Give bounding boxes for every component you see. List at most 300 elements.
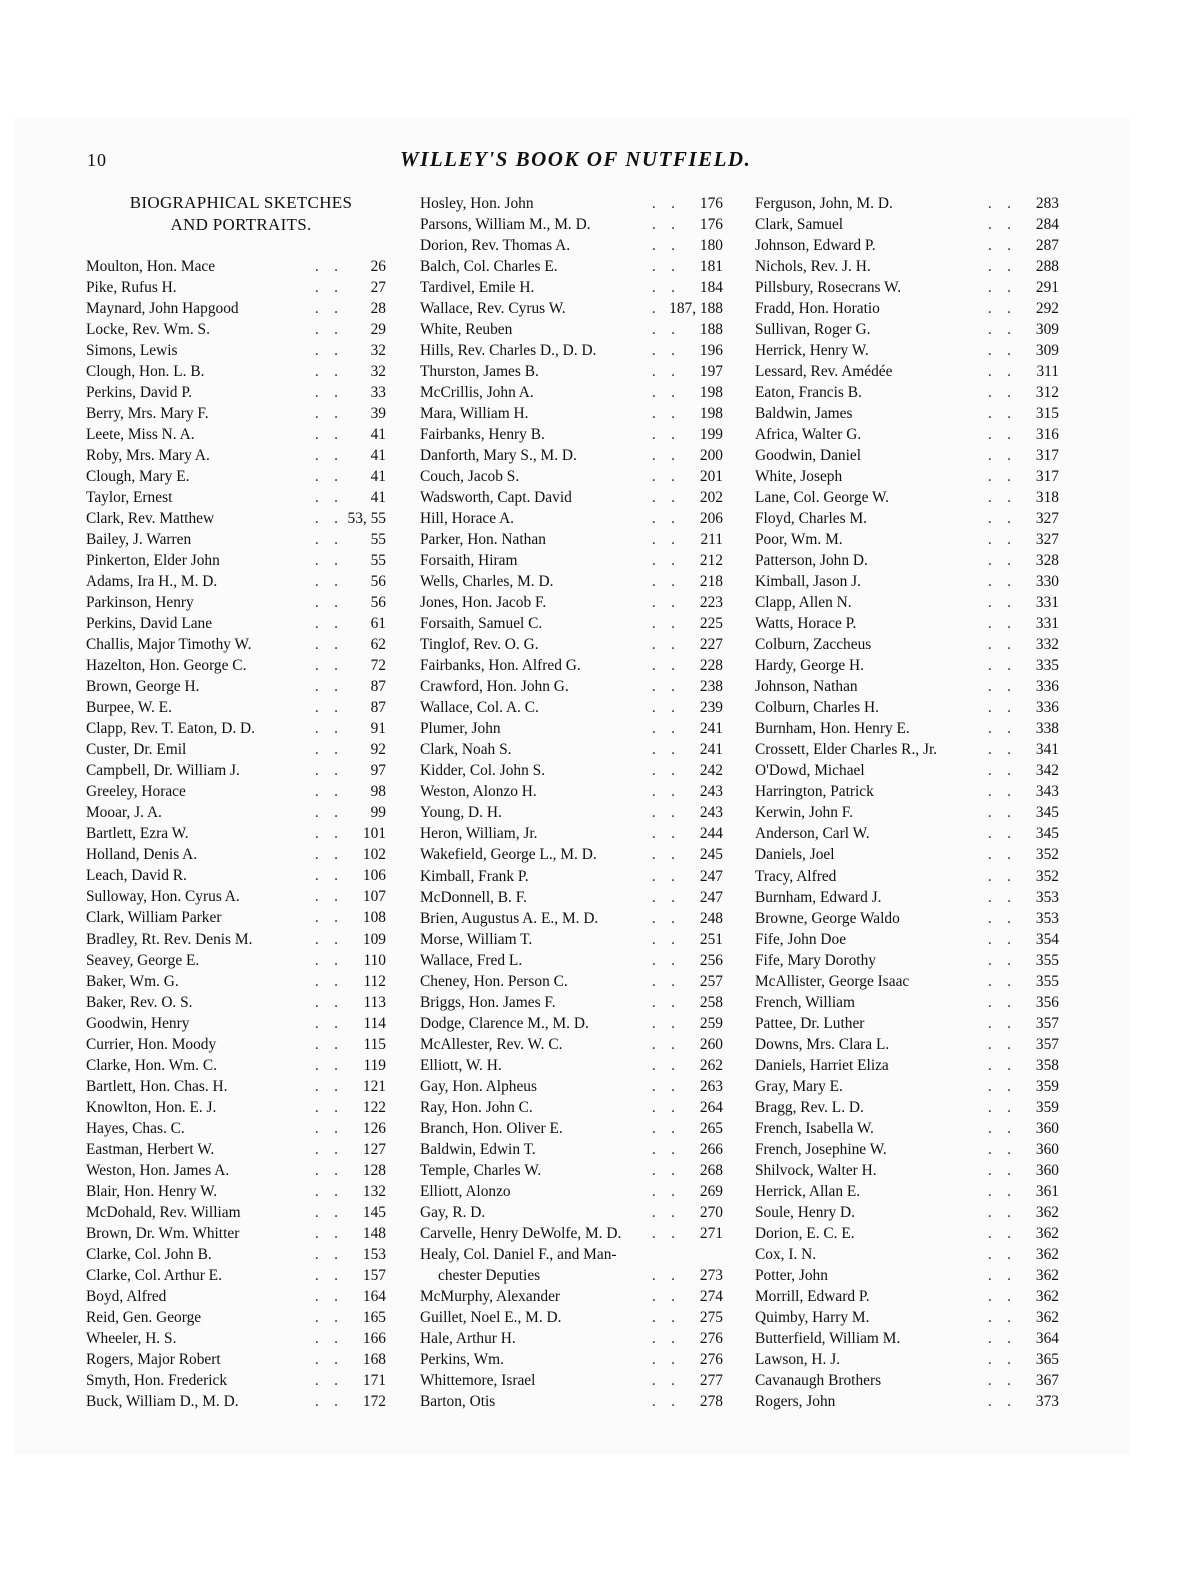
entry-name: Kidder, Col. John S.	[420, 762, 546, 780]
leader-dots: . .	[651, 237, 675, 255]
leader-dots: . .	[314, 1035, 338, 1053]
index-entry	[86, 1286, 386, 1307]
entry-name: Ray, Hon. John C.	[420, 1098, 533, 1116]
leader-dots: . .	[314, 825, 338, 843]
entry-name: Parsons, William M., M. D.	[420, 216, 591, 234]
index-entry	[86, 886, 386, 907]
entry-name: Berry, Mrs. Mary F.	[86, 405, 209, 423]
entry-name: Crawford, Hon. John G.	[420, 678, 569, 696]
entry-name: Fife, Mary Dorothy	[755, 951, 876, 969]
entry-pages: 345	[1035, 804, 1059, 822]
leader-dots: . .	[987, 573, 1011, 591]
index-column-3	[755, 193, 1059, 1412]
leader-dots: . .	[651, 405, 675, 423]
entry-pages: 360	[1035, 1161, 1059, 1179]
index-entry	[420, 1034, 723, 1055]
leader-dots: . .	[987, 447, 1011, 465]
leader-dots: . .	[987, 468, 1011, 486]
entry-name: Temple, Charles W.	[420, 1161, 542, 1179]
entry-name: Watts, Horace P.	[755, 615, 857, 633]
entry-name: Taylor, Ernest	[86, 489, 173, 507]
entry-name: Lane, Col. George W.	[755, 489, 889, 507]
index-entry	[86, 466, 386, 487]
entry-pages: 262	[699, 1056, 723, 1074]
leader-dots: . .	[314, 1077, 338, 1095]
index-entry	[420, 424, 723, 445]
leader-dots: . .	[651, 1119, 675, 1137]
index-entry	[755, 256, 1059, 277]
page-number: 10	[87, 150, 107, 170]
entry-name: Branch, Hon. Oliver E.	[420, 1119, 563, 1137]
index-entry	[755, 718, 1059, 739]
entry-name: French, Josephine W.	[755, 1140, 887, 1158]
index-entry	[755, 424, 1059, 445]
entry-name: Clough, Hon. L. B.	[86, 363, 205, 381]
entry-pages: 239	[699, 699, 723, 717]
entry-pages: 242	[699, 762, 723, 780]
entry-name: McDohald, Rev. William	[86, 1203, 241, 1221]
entry-pages: 198	[699, 384, 723, 402]
leader-dots: . .	[987, 1161, 1011, 1179]
entry-pages: 127	[362, 1140, 386, 1158]
index-entry	[420, 1118, 723, 1139]
leader-dots: . .	[987, 531, 1011, 549]
index-entry	[86, 929, 386, 950]
entry-name: Brien, Augustus A. E., M. D.	[420, 909, 599, 927]
entry-name: Kimball, Frank P.	[420, 867, 529, 885]
entry-name: Fradd, Hon. Horatio	[755, 300, 880, 318]
leader-dots: . .	[651, 1224, 675, 1242]
leader-dots: . .	[314, 972, 338, 990]
index-entry	[420, 1265, 723, 1286]
index-entry	[755, 592, 1059, 613]
leader-dots: . .	[314, 1266, 338, 1284]
leader-dots: . .	[987, 1245, 1011, 1263]
entry-pages: 331	[1035, 615, 1059, 633]
leader-dots: . .	[987, 615, 1011, 633]
leader-dots: . .	[651, 1182, 675, 1200]
entry-name: Rogers, Major Robert	[86, 1350, 221, 1368]
leader-dots: . .	[314, 1245, 338, 1263]
index-entry	[420, 760, 723, 781]
leader-dots: . .	[651, 321, 675, 339]
entry-name: Hills, Rev. Charles D., D. D.	[420, 342, 597, 360]
entry-name: Browne, George Waldo	[755, 909, 900, 927]
entry-name: French, Isabella W.	[755, 1119, 874, 1137]
entry-pages: 41	[370, 489, 386, 507]
index-entry	[420, 844, 723, 865]
entry-pages: 115	[363, 1035, 386, 1053]
leader-dots: . .	[314, 1224, 338, 1242]
index-entry	[420, 823, 723, 844]
index-entry	[420, 214, 723, 235]
entry-pages: 291	[1035, 279, 1059, 297]
index-entry	[755, 1034, 1059, 1055]
index-entry	[86, 361, 386, 382]
entry-name: Clapp, Allen N.	[755, 594, 852, 612]
entry-name: Clarke, Hon. Wm. C.	[86, 1056, 217, 1074]
index-entry	[86, 844, 386, 865]
entry-name: Tardivel, Emile H.	[420, 279, 535, 297]
index-entry	[755, 613, 1059, 634]
entry-pages: 132	[362, 1182, 386, 1200]
entry-name: Wadsworth, Capt. David	[420, 489, 572, 507]
leader-dots: . .	[651, 699, 675, 717]
entry-pages: 53, 55	[347, 510, 386, 528]
leader-dots: . .	[651, 657, 675, 675]
entry-name: McAllester, Rev. W. C.	[420, 1035, 563, 1053]
entry-pages: 263	[699, 1077, 723, 1095]
entry-pages: 248	[699, 909, 723, 927]
leader-dots: . .	[314, 783, 338, 801]
entry-pages: 212	[699, 552, 723, 570]
entry-name: Clarke, Col. Arthur E.	[86, 1266, 222, 1284]
entry-name: Clapp, Rev. T. Eaton, D. D.	[86, 720, 255, 738]
entry-name: Pattee, Dr. Luther	[755, 1014, 865, 1032]
entry-name: Goodwin, Daniel	[755, 447, 862, 465]
entry-name: Eastman, Herbert W.	[86, 1140, 215, 1158]
leader-dots: . .	[651, 489, 675, 507]
index-entry	[420, 592, 723, 613]
entry-pages: 355	[1035, 951, 1059, 969]
entry-pages: 357	[1035, 1014, 1059, 1032]
entry-pages: 101	[362, 825, 386, 843]
index-entry	[420, 382, 723, 403]
entry-pages: 126	[362, 1119, 386, 1137]
index-entry	[420, 508, 723, 529]
leader-dots: . .	[314, 1308, 338, 1326]
leader-dots: . .	[651, 363, 675, 381]
entry-name: Sulloway, Hon. Cyrus A.	[86, 888, 240, 906]
entry-pages: 202	[699, 489, 723, 507]
index-entry	[86, 781, 386, 802]
entry-pages: 238	[699, 678, 723, 696]
entry-name: Mara, William H.	[420, 405, 529, 423]
leader-dots: . .	[987, 1392, 1011, 1410]
leader-dots: . .	[314, 321, 338, 339]
index-entry	[755, 1286, 1059, 1307]
index-entry	[86, 319, 386, 340]
index-entry	[86, 1244, 386, 1265]
leader-dots: . .	[651, 1371, 675, 1389]
entry-pages: 201	[699, 468, 723, 486]
entry-pages: 211	[700, 531, 723, 549]
index-entry	[86, 1097, 386, 1118]
leader-dots: . .	[987, 825, 1011, 843]
entry-name: Tracy, Alfred	[755, 867, 837, 885]
entry-pages: 157	[362, 1266, 386, 1284]
leader-dots: . .	[987, 1119, 1011, 1137]
leader-dots: . .	[987, 720, 1011, 738]
entry-pages: 317	[1035, 447, 1059, 465]
entry-pages: 355	[1035, 972, 1059, 990]
entry-pages: 359	[1035, 1098, 1059, 1116]
section-heading	[86, 192, 396, 236]
entry-name: Baker, Wm. G.	[86, 972, 179, 990]
leader-dots: . .	[314, 720, 338, 738]
index-entry	[420, 613, 723, 634]
leader-dots: . .	[651, 1056, 675, 1074]
index-entry	[420, 550, 723, 571]
leader-dots: . .	[987, 1077, 1011, 1095]
leader-dots: . .	[314, 384, 338, 402]
index-entry	[86, 550, 386, 571]
entry-pages: 362	[1035, 1308, 1059, 1326]
entry-pages: 271	[699, 1224, 723, 1242]
index-entry	[86, 1202, 386, 1223]
leader-dots: . .	[651, 783, 675, 801]
entry-pages: 359	[1035, 1077, 1059, 1095]
leader-dots: . .	[314, 804, 338, 822]
leader-dots: . .	[987, 909, 1011, 927]
entry-pages: 121	[362, 1077, 386, 1095]
entry-name: Burnham, Hon. Henry E.	[755, 720, 910, 738]
entry-name: Fairbanks, Hon. Alfred G.	[420, 657, 581, 675]
leader-dots: . .	[987, 405, 1011, 423]
index-entry	[755, 1265, 1059, 1286]
entry-pages: 342	[1035, 762, 1059, 780]
entry-name: Goodwin, Henry	[86, 1014, 190, 1032]
entry-pages: 41	[370, 426, 386, 444]
entry-pages: 328	[1035, 552, 1059, 570]
entry-name: Lessard, Rev. Amédée	[755, 363, 893, 381]
entry-name: Forsaith, Hiram	[420, 552, 518, 570]
entry-name: Plumer, John	[420, 720, 501, 738]
entry-pages: 311	[1036, 363, 1059, 381]
entry-pages: 336	[1035, 678, 1059, 696]
index-entry	[755, 697, 1059, 718]
entry-name: Wells, Charles, M. D.	[420, 573, 554, 591]
entry-pages: 168	[362, 1350, 386, 1368]
index-entry	[86, 907, 386, 928]
index-entry	[755, 1181, 1059, 1202]
entry-name: Briggs, Hon. James F.	[420, 993, 556, 1011]
entry-pages: 188	[699, 321, 723, 339]
index-entry	[755, 1202, 1059, 1223]
index-entry	[755, 571, 1059, 592]
leader-dots: . .	[314, 1371, 338, 1389]
entry-name: Hosley, Hon. John	[420, 195, 534, 212]
entry-pages: 332	[1035, 636, 1059, 654]
index-entry	[420, 1097, 723, 1118]
leader-dots: . .	[651, 930, 675, 948]
index-entry	[420, 1307, 723, 1328]
entry-pages: 110	[363, 951, 386, 969]
entry-name: Hill, Horace A.	[420, 510, 515, 528]
entry-name: Bartlett, Ezra W.	[86, 825, 189, 843]
leader-dots: . .	[651, 741, 675, 759]
entry-pages: 33	[370, 384, 386, 402]
entry-pages: 257	[699, 972, 723, 990]
entry-pages: 241	[699, 741, 723, 759]
entry-pages: 367	[1035, 1371, 1059, 1389]
index-entry	[755, 971, 1059, 992]
index-entry	[755, 866, 1059, 887]
entry-pages: 176	[699, 216, 723, 234]
index-entry	[755, 1055, 1059, 1076]
running-head: WILLEY'S BOOK OF NUTFIELD.	[400, 147, 752, 171]
index-entry	[86, 865, 386, 886]
index-entry	[755, 193, 1059, 214]
index-entry	[755, 781, 1059, 802]
entry-pages: 148	[362, 1224, 386, 1242]
entry-pages: 309	[1035, 342, 1059, 360]
leader-dots: . .	[987, 636, 1011, 654]
index-entry	[420, 929, 723, 950]
entry-name: Gay, R. D.	[420, 1203, 486, 1221]
entry-pages: 56	[370, 573, 386, 591]
entry-pages: 327	[1035, 531, 1059, 549]
entry-pages: 29	[370, 321, 386, 339]
leader-dots: . .	[314, 405, 338, 423]
entry-pages: 218	[699, 573, 723, 591]
leader-dots: . .	[314, 531, 338, 549]
index-entry	[86, 298, 386, 319]
leader-dots: . .	[314, 741, 338, 759]
entry-pages: 92	[370, 741, 386, 759]
entry-name: Clough, Mary E.	[86, 468, 190, 486]
entry-name: White, Reuben	[420, 321, 513, 339]
entry-pages: 360	[1035, 1140, 1059, 1158]
leader-dots: . .	[651, 720, 675, 738]
index-entry	[86, 445, 386, 466]
index-entry	[86, 613, 386, 634]
entry-pages: 223	[699, 594, 723, 612]
index-entry	[86, 1055, 386, 1076]
entry-name: Elliott, Alonzo	[420, 1182, 511, 1200]
entry-pages: 27	[370, 279, 386, 297]
leader-dots: . .	[651, 636, 675, 654]
leader-dots: . .	[651, 1350, 675, 1368]
entry-name: Guillet, Noel E., M. D.	[420, 1308, 562, 1326]
index-entry	[420, 1181, 723, 1202]
leader-dots: . .	[987, 846, 1011, 864]
entry-name: Carvelle, Henry DeWolfe, M. D.	[420, 1224, 622, 1242]
index-entry	[755, 529, 1059, 550]
entry-pages: 244	[699, 825, 723, 843]
entry-pages: 276	[699, 1350, 723, 1368]
section-heading-line-2: AND PORTRAITS.	[170, 215, 312, 234]
entry-name: Baker, Rev. O. S.	[86, 993, 193, 1011]
index-entry	[86, 340, 386, 361]
index-entry	[86, 1076, 386, 1097]
index-entry	[420, 445, 723, 466]
entry-pages: 113	[363, 993, 386, 1011]
entry-pages: 277	[699, 1371, 723, 1389]
index-entry	[420, 971, 723, 992]
entry-name: Leete, Miss N. A.	[86, 426, 195, 444]
entry-name: Greeley, Horace	[86, 783, 186, 801]
entry-name: Maynard, John Hapgood	[86, 300, 239, 318]
leader-dots: . .	[314, 930, 338, 948]
index-entry	[755, 445, 1059, 466]
entry-pages: 362	[1035, 1287, 1059, 1305]
entry-pages: 109	[362, 930, 386, 948]
leader-dots: . .	[314, 888, 338, 906]
leader-dots: . .	[987, 1224, 1011, 1242]
leader-dots: . .	[987, 951, 1011, 969]
entry-name: Hale, Arthur H.	[420, 1329, 516, 1347]
index-entry	[86, 487, 386, 508]
leader-dots: . .	[651, 1077, 675, 1095]
leader-dots: . .	[314, 342, 338, 360]
entry-pages: 273	[699, 1266, 723, 1284]
leader-dots: . .	[651, 762, 675, 780]
entry-pages: 353	[1035, 888, 1059, 906]
entry-name: Perkins, Wm.	[420, 1350, 504, 1368]
leader-dots: . .	[651, 1392, 675, 1410]
leader-dots: . .	[651, 1266, 675, 1284]
entry-name: Whittemore, Israel	[420, 1371, 536, 1389]
entry-name: Gray, Mary E.	[755, 1077, 843, 1095]
entry-pages: 331	[1035, 594, 1059, 612]
index-entry	[755, 214, 1059, 235]
index-entry	[755, 277, 1059, 298]
leader-dots: . .	[314, 951, 338, 969]
leader-dots: . .	[987, 342, 1011, 360]
entry-name: Harrington, Patrick	[755, 783, 874, 801]
leader-dots: . .	[651, 510, 675, 528]
index-entry	[86, 634, 386, 655]
entry-pages: 32	[370, 342, 386, 360]
entry-name: Soule, Henry D.	[755, 1203, 856, 1221]
index-entry	[755, 887, 1059, 908]
entry-name: Balch, Col. Charles E.	[420, 258, 558, 276]
entry-name: Rogers, John	[755, 1392, 836, 1410]
leader-dots: . .	[314, 300, 338, 318]
entry-pages: 198	[699, 405, 723, 423]
entry-name: Healy, Col. Daniel F., and Man-	[420, 1245, 617, 1263]
entry-name: Parker, Hon. Nathan	[420, 531, 546, 549]
entry-pages: 360	[1035, 1119, 1059, 1137]
index-entry	[420, 634, 723, 655]
entry-pages: 181	[699, 258, 723, 276]
index-column-1	[86, 256, 386, 1412]
leader-dots: . .	[987, 741, 1011, 759]
index-entry	[420, 1202, 723, 1223]
index-entry	[755, 634, 1059, 655]
index-entry	[420, 487, 723, 508]
leader-dots: . .	[651, 1161, 675, 1179]
entry-name: Morse, William T.	[420, 930, 533, 948]
entry-name: Wallace, Rev. Cyrus W.	[420, 300, 566, 318]
leader-dots: . .	[651, 594, 675, 612]
entry-name: Hayes, Chas. C.	[86, 1119, 185, 1137]
leader-dots: . .	[314, 1056, 338, 1074]
entry-pages: 345	[1035, 825, 1059, 843]
index-entry	[755, 1223, 1059, 1244]
entry-name: Barton, Otis	[420, 1392, 496, 1410]
entry-name: Weston, Hon. James A.	[86, 1161, 230, 1179]
entry-name: Bradley, Rt. Rev. Denis M.	[86, 930, 253, 948]
entry-name: Clark, Samuel	[755, 216, 844, 234]
entry-name: Parkinson, Henry	[86, 594, 194, 612]
entry-name: Cox, I. N.	[755, 1245, 817, 1263]
index-entry	[86, 1013, 386, 1034]
leader-dots: . .	[651, 888, 675, 906]
index-entry	[86, 1034, 386, 1055]
index-entry	[86, 424, 386, 445]
entry-pages: 362	[1035, 1224, 1059, 1242]
index-entry	[420, 1391, 723, 1412]
entry-name: Bartlett, Hon. Chas. H.	[86, 1077, 228, 1095]
leader-dots: . .	[987, 258, 1011, 276]
leader-dots: . .	[314, 1098, 338, 1116]
entry-name: Dodge, Clarence M., M. D.	[420, 1014, 589, 1032]
index-entry	[755, 908, 1059, 929]
entry-pages: 343	[1035, 783, 1059, 801]
entry-name: Tinglof, Rev. O. G.	[420, 636, 539, 654]
